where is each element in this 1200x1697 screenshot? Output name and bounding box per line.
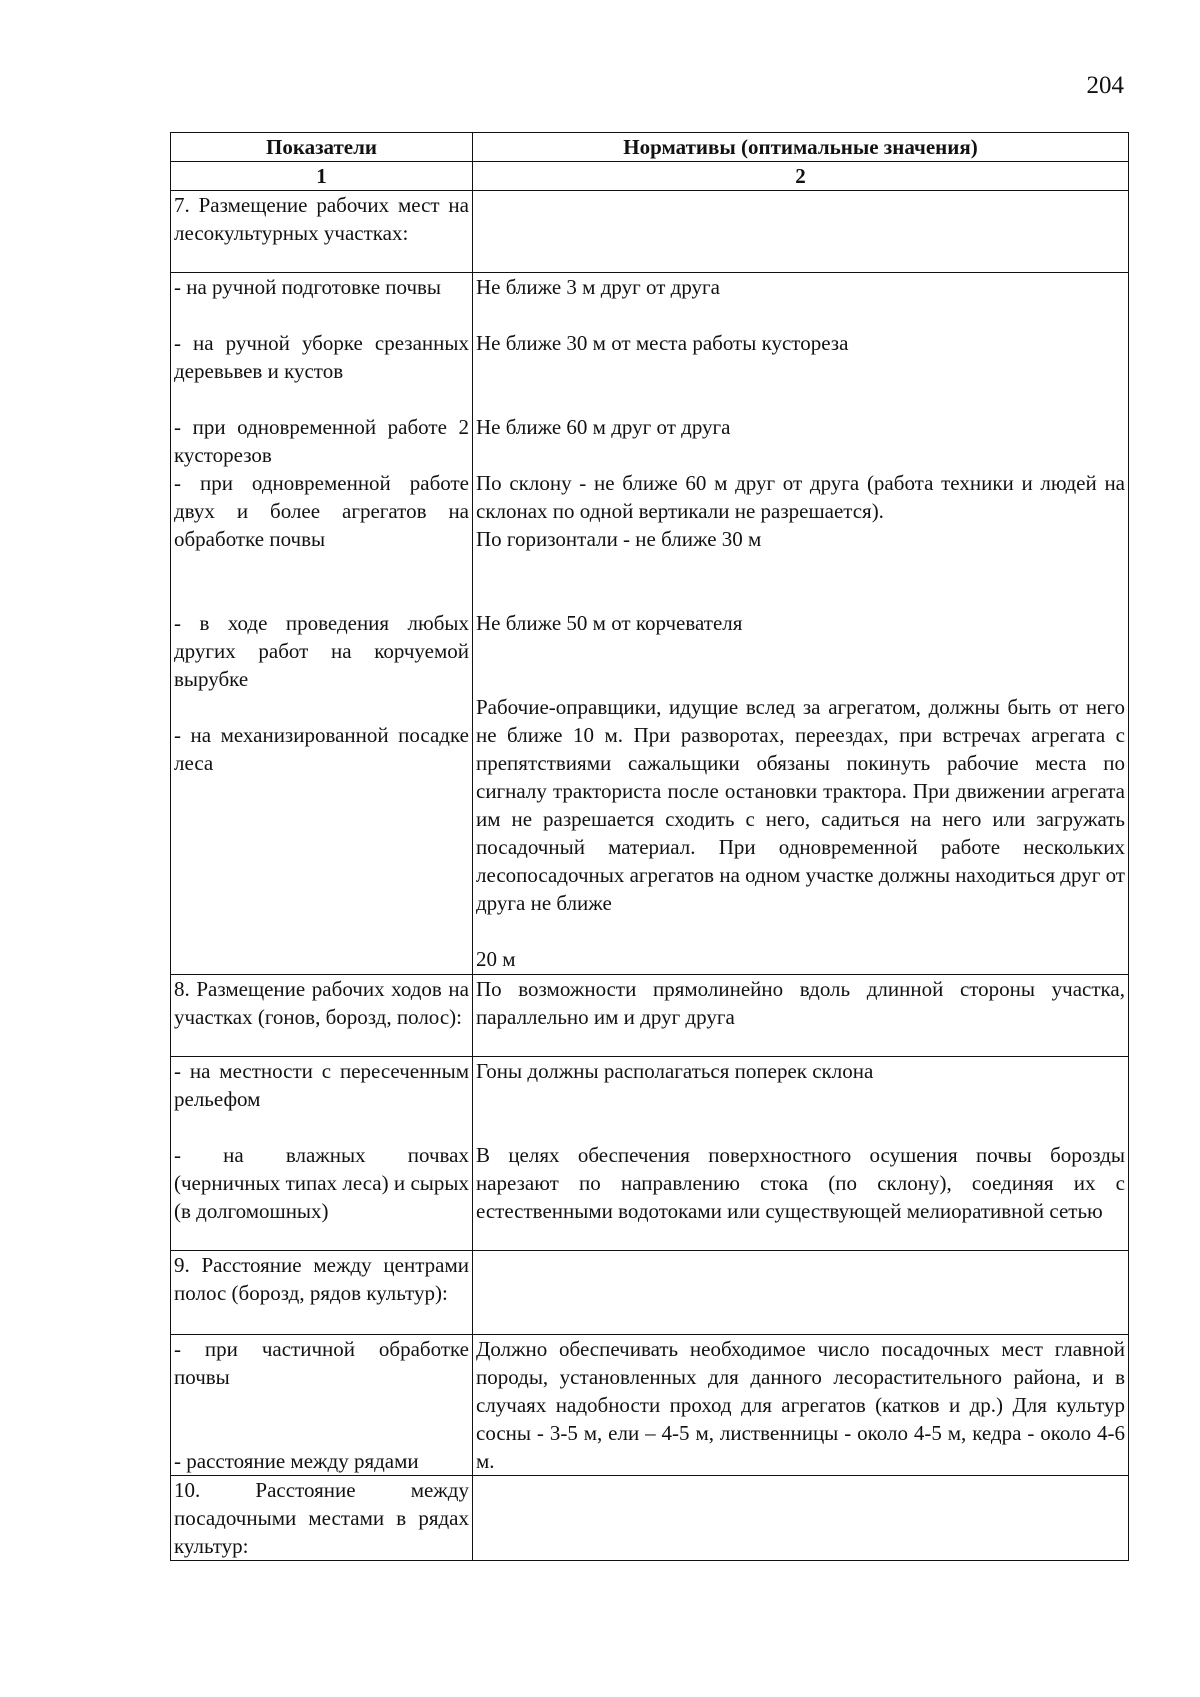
table-row: [171, 975, 1129, 1057]
row-8-norm: По возможности прямолинейно вдоль длинной стороны участка, параллельно им и друг друга: [473, 975, 1129, 1057]
item-two-brushcutters: - при одновременной работе 2 кусторезов: [174, 415, 469, 467]
column-number-row: [171, 162, 1129, 191]
row-10-norm: [473, 1476, 1129, 1561]
item-stumping: - в ходе проведения любых других работ на корчуемой вырубке: [174, 611, 469, 691]
row-8-subitems: [171, 1057, 473, 1251]
norm-wet-soils: В целях обеспечения поверхностного осушения почвы борозды нарезают по направлению стока (по склону), соединяя их с естественными водотоками или существующей мелиоративной сетью: [476, 1143, 1125, 1223]
item-wet-soils: - на влажных почвах (черничных типах леса) и сырых (в долгомошных): [174, 1143, 469, 1223]
row-9-norms: Должно обеспечивать необходимое число посадочных мест главной породы, установленных для данного лесорастительного района, и в случаях надобности проход для агрегатов (катков и др.) Для культур сосны - 3-5 м, ели – 4-5 м, лиственницы - около 4-5 м, кедра - около 4-6 м.: [473, 1335, 1129, 1476]
row-8-indicator: 8. Размещение рабочих ходов на участках (гонов, борозд, полос):: [171, 975, 473, 1057]
table-row: [171, 273, 1129, 975]
row-9-subitems: [171, 1335, 473, 1476]
norm-rugged-terrain: Гоны должны располагаться поперек склона: [476, 1059, 874, 1083]
row-9-norm: [473, 1251, 1129, 1335]
row-7-subitems: [171, 273, 473, 975]
item-manual-cleanup: - на ручной уборке срезанных деревьвев и кустов: [174, 331, 469, 383]
item-row-spacing: - расстояние между рядами: [174, 1449, 419, 1473]
item-manual-soil: - на ручной подготовке почвы: [174, 275, 442, 299]
table-row: [171, 1476, 1129, 1561]
header-indicators: Показатели: [171, 133, 473, 162]
norm-stumping: Не ближе 50 м от корчевателя: [476, 611, 743, 635]
row-9-indicator: 9. Расстояние между центрами полос (борозд, рядов культур):: [171, 1251, 473, 1335]
table-row: [171, 191, 1129, 273]
norm-manual-soil: Не ближе 3 м друг от друга: [476, 275, 720, 299]
norm-mech-planting-distance: 20 м: [476, 947, 516, 971]
norm-horizontal: По горизонтали - не ближе 30 м: [476, 527, 762, 551]
table-row: [171, 1335, 1129, 1476]
norm-mech-planting: Рабочие-оправщики, идущие вслед за агрегатом, должны быть от него не ближе 10 м. При разворотах, переездах, при встречах агрегата с препятствиями сажальщики обязаны покинуть рабочие места по сигналу тракториста после остановки трактора. При движении агрегата им не разрешается сходить с него, садиться на него или загружать посадочный материал. При одновременной работе нескольких лесопосадочных агрегатов на одном участке должны находиться друг от друга не ближе: [476, 695, 1125, 915]
column-number-2: 2: [473, 162, 1129, 191]
norm-manual-cleanup: Не ближе 30 м от места работы кустореза: [476, 331, 849, 355]
item-partial-treatment: - при частичной обработке почвы: [174, 1337, 469, 1389]
column-number-1: 1: [171, 162, 473, 191]
item-rugged-terrain: - на местности с пересеченным рельефом: [174, 1059, 469, 1111]
table-header-row: [171, 133, 1129, 162]
item-two-units: - при одновременной работе двух и более агрегатов на обработке почвы: [174, 471, 469, 551]
norm-two-brushcutters: Не ближе 60 м друг от друга: [476, 415, 731, 439]
row-8-norms: [473, 1057, 1129, 1251]
table-row: [171, 1057, 1129, 1251]
norm-slope: По склону - не ближе 60 м друг от друга (работа техники и людей на склонах по одной вертикали не разрешается).: [476, 471, 1125, 523]
row-7-norms: [473, 273, 1129, 975]
row-7-norm: [473, 191, 1129, 273]
page-number: 204: [1086, 72, 1124, 99]
item-mech-planting: - на механизированной посадке леса: [174, 723, 469, 775]
header-norms: Нормативы (оптимальные значения): [473, 133, 1129, 162]
row-10-indicator: 10. Расстояние между посадочными местами в рядах культур:: [171, 1476, 473, 1561]
row-7-indicator: 7. Размещение рабочих мест на лесокультурных участках:: [171, 191, 473, 273]
table-row: [171, 1251, 1129, 1335]
norms-table: [170, 132, 1129, 1561]
